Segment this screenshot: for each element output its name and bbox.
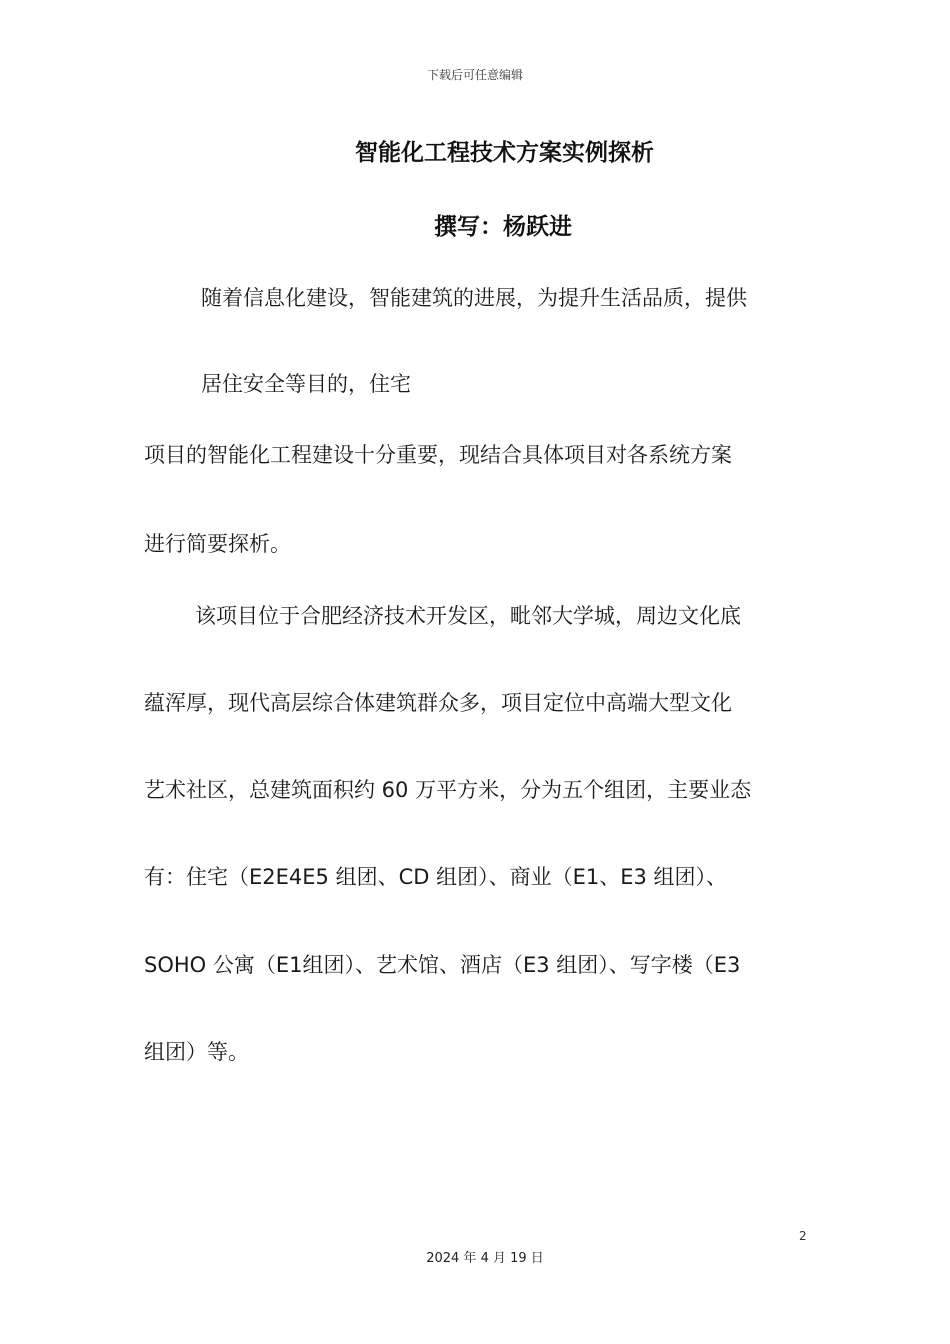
- paragraph-line: 组团）等。: [144, 1040, 249, 1064]
- paragraph-line: 蕴浑厚，现代高层综合体建筑群众多，项目定位中高端大型文化: [144, 691, 732, 715]
- paragraph-line: 项目的智能化工程建设十分重要，现结合具体项目对各系统方案: [144, 443, 732, 467]
- paragraph-line: 居住安全等目的，住宅: [201, 372, 411, 396]
- header-note: 下载后可任意编辑: [426, 68, 523, 82]
- footer-date: 2024 年 4 月 19 日: [426, 1251, 544, 1266]
- paragraph-line: SOHO 公寓（E1组团）、艺术馆、酒店（E3 组团）、写字楼（E3: [144, 953, 741, 977]
- paragraph-line: 有：住宅（E2E4E5 组团、CD 组团）、商业（E1、E3 组团）、: [144, 865, 728, 889]
- document-title: 智能化工程技术方案实例探析: [355, 140, 654, 166]
- paragraph-line: 随着信息化建设，智能建筑的进展，为提升生活品质，提供: [201, 286, 747, 310]
- document-author: 撰写：杨跃进: [434, 214, 572, 240]
- paragraph-line: 该项目位于合肥经济技术开发区，毗邻大学城，周边文化底: [195, 604, 741, 628]
- paragraph-line: 进行简要探析。: [144, 532, 291, 556]
- paragraph-line: 艺术社区，总建筑面积约 60 万平方米，分为五个组团，主要业态: [144, 778, 752, 802]
- page-number: 2: [799, 1229, 807, 1243]
